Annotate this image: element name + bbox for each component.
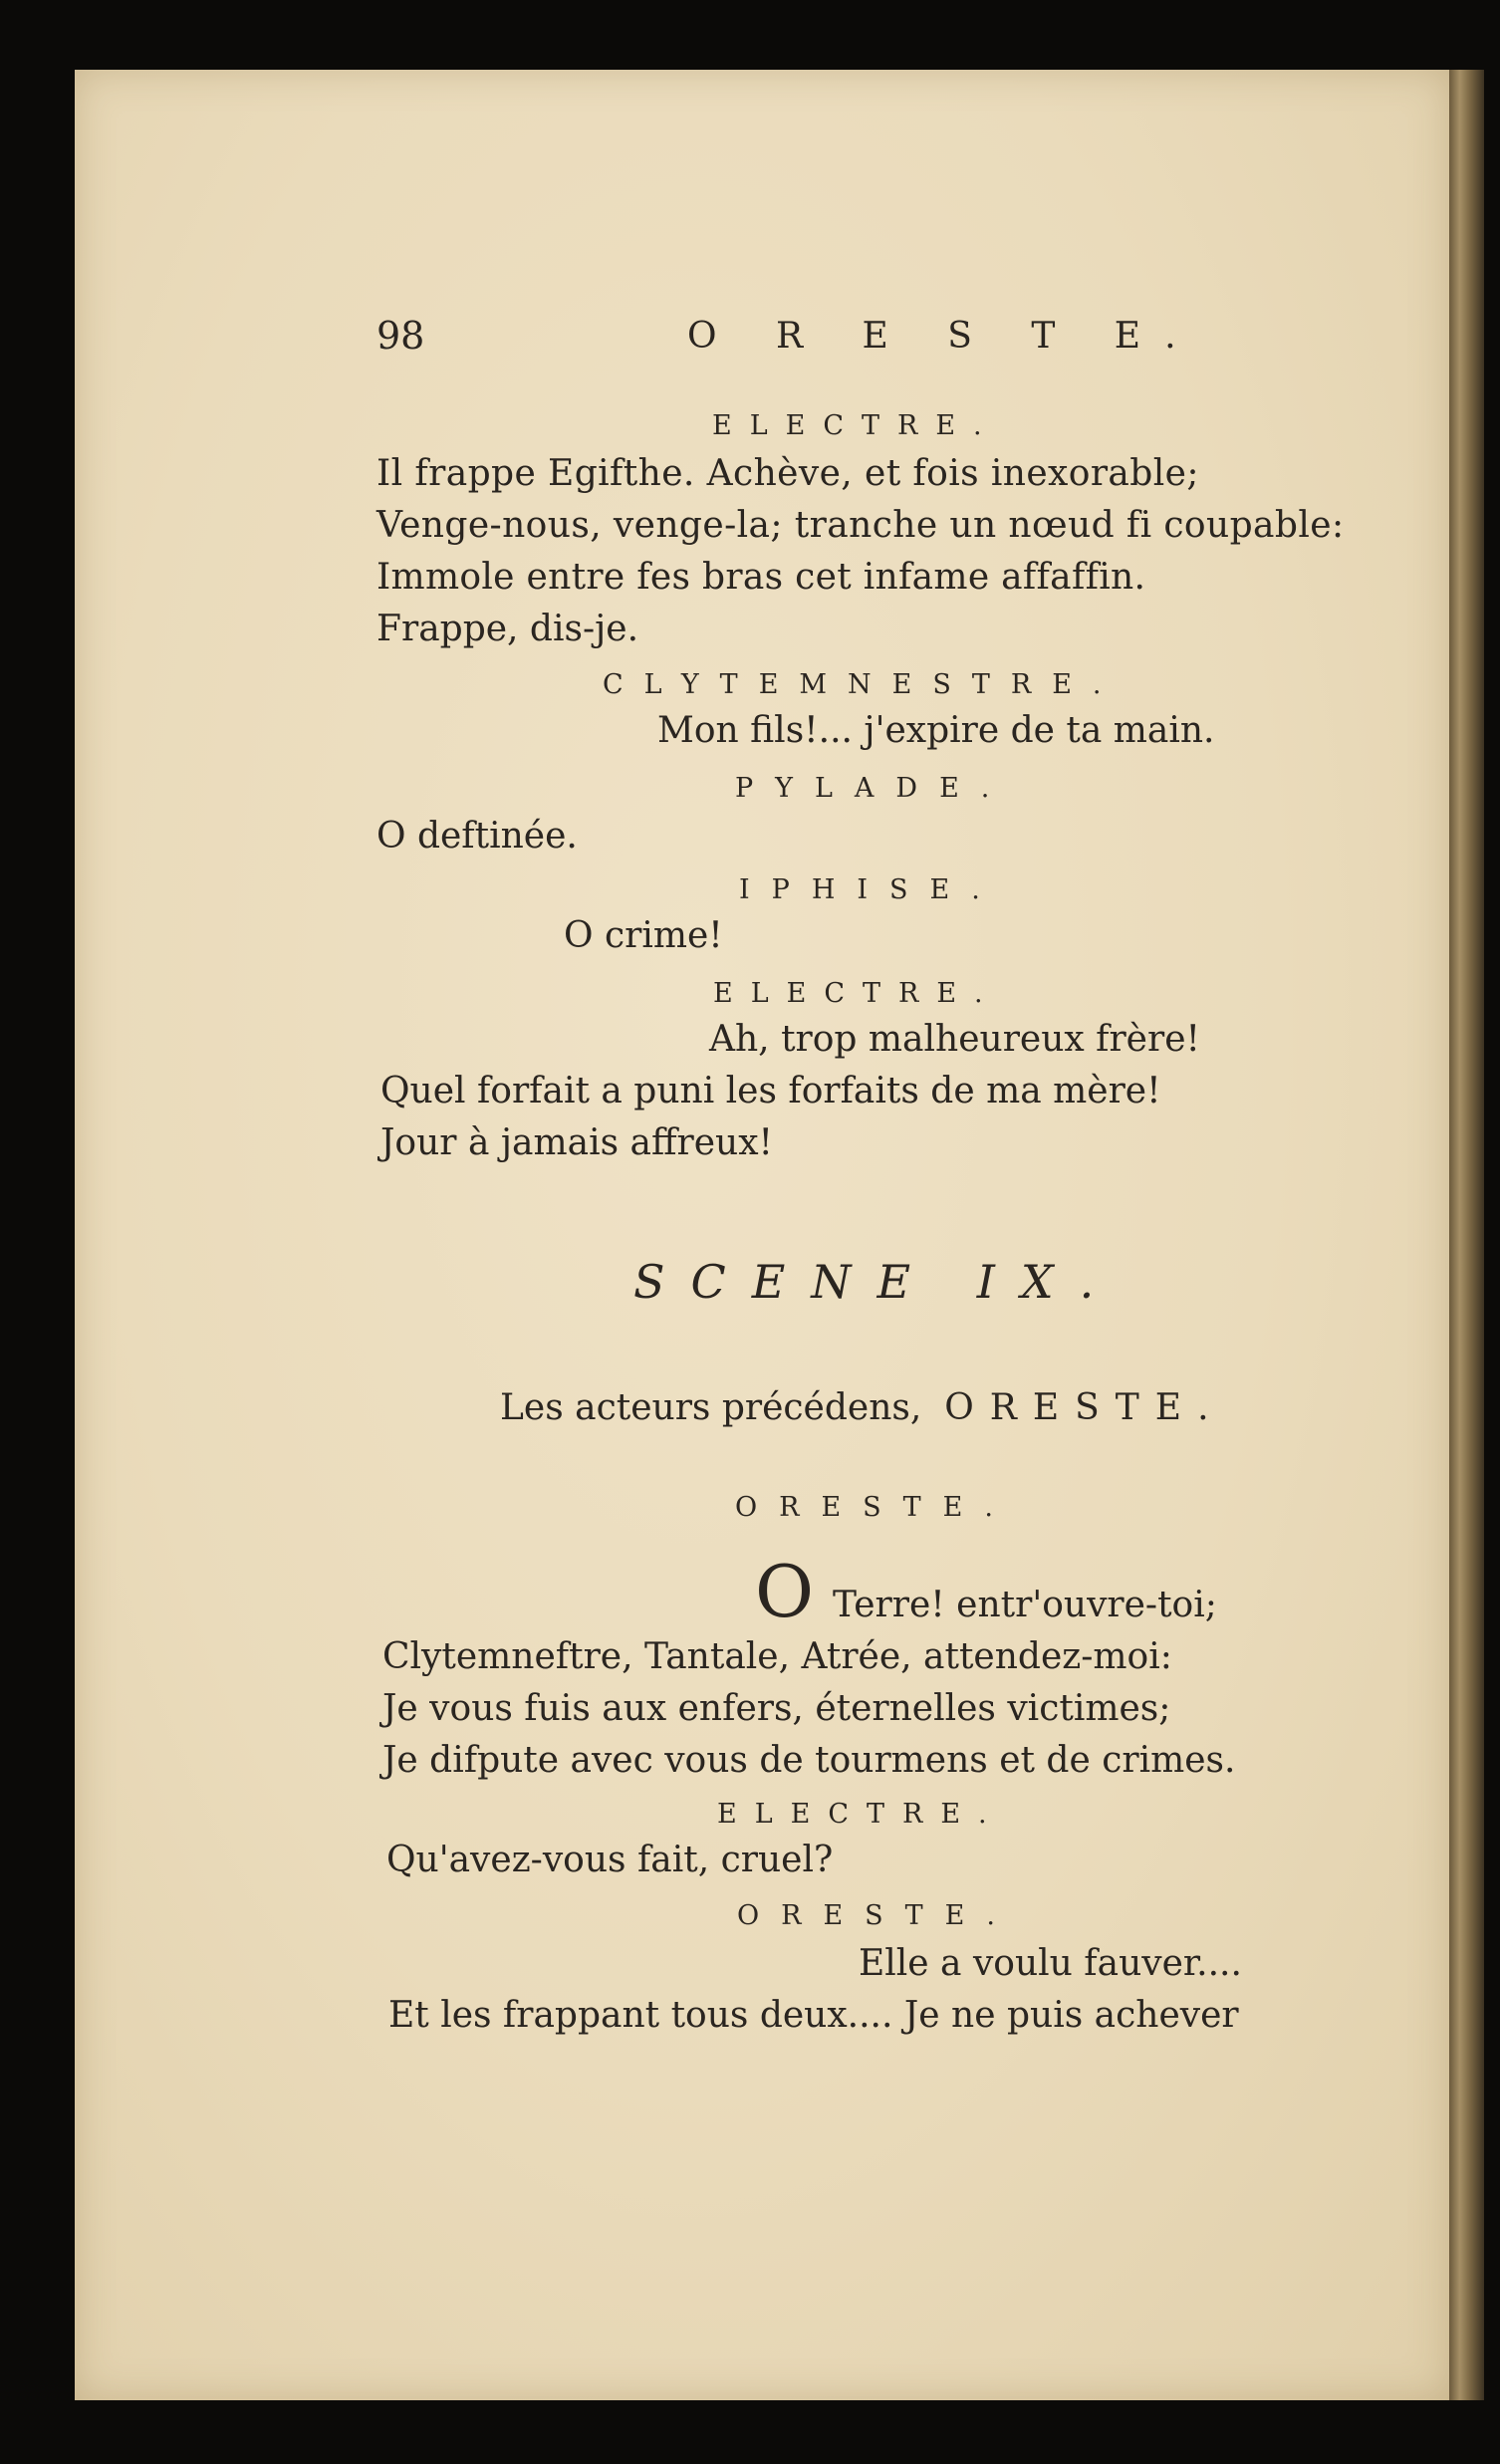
speaker-oreste: ORESTE.: [737, 1900, 1017, 1931]
speaker-iphise: IPHISE.: [739, 874, 1002, 905]
verse-line: Il frappe Egifthe. Achève, et fois inexorable;: [376, 453, 1199, 494]
scene-title: SCENE IX.: [633, 1255, 1121, 1309]
verse-line: O deftinée.: [376, 816, 578, 857]
cast-prefix: Les acteurs précédens,: [500, 1387, 922, 1428]
verse-line: Terre! entr'ouvre-toi;: [833, 1585, 1217, 1625]
verse-line: Je difpute avec vous de tourmens et de crimes.: [382, 1740, 1236, 1781]
verse-line: Venge-nous, venge-la; tranche un nœud fi coupable:: [376, 505, 1345, 546]
speaker-electre: ELECTRE.: [713, 978, 1001, 1009]
verse-line: Je vous fuis aux enfers, éternelles victimes;: [382, 1688, 1171, 1729]
verse-line: Immole entre fes bras cet infame affaffin.: [376, 557, 1146, 598]
speaker-electre: ELECTRE.: [717, 1799, 1005, 1830]
speaker-electre: ELECTRE.: [712, 410, 1000, 441]
verse-line: Mon fils!... j'expire de ta main.: [657, 710, 1215, 751]
speaker-oreste: ORESTE.: [735, 1492, 1015, 1523]
speaker-clytemnestre: CLYTEMNESTRE.: [603, 669, 1123, 700]
verse-line: Quel forfait a puni les forfaits de ma mère!: [380, 1071, 1161, 1111]
verse-line: Et les frappant tous deux.... Je ne puis achever: [388, 1995, 1239, 2036]
verse-line: O crime!: [564, 915, 723, 956]
scene-cast: [500, 1387, 1225, 1428]
page-number: 98: [376, 314, 425, 358]
verse-line: Frappe, dis-je.: [376, 609, 639, 649]
drop-cap: O: [755, 1550, 815, 1633]
verse-line: Jour à jamais affreux!: [380, 1122, 774, 1163]
speaker-pylade: PYLADE.: [735, 773, 1012, 804]
verse-line: Qu'avez-vous fait, cruel?: [386, 1840, 834, 1880]
verse-line: Clytemneftre, Tantale, Atrée, attendez-moi:: [382, 1636, 1172, 1677]
running-title: O R E S T E.: [687, 316, 1200, 357]
verse-line: Ah, trop malheureux frère!: [709, 1019, 1200, 1060]
verse-line: Elle a voulu fauver....: [859, 1943, 1242, 1984]
cast-name: ORESTE.: [944, 1387, 1225, 1428]
